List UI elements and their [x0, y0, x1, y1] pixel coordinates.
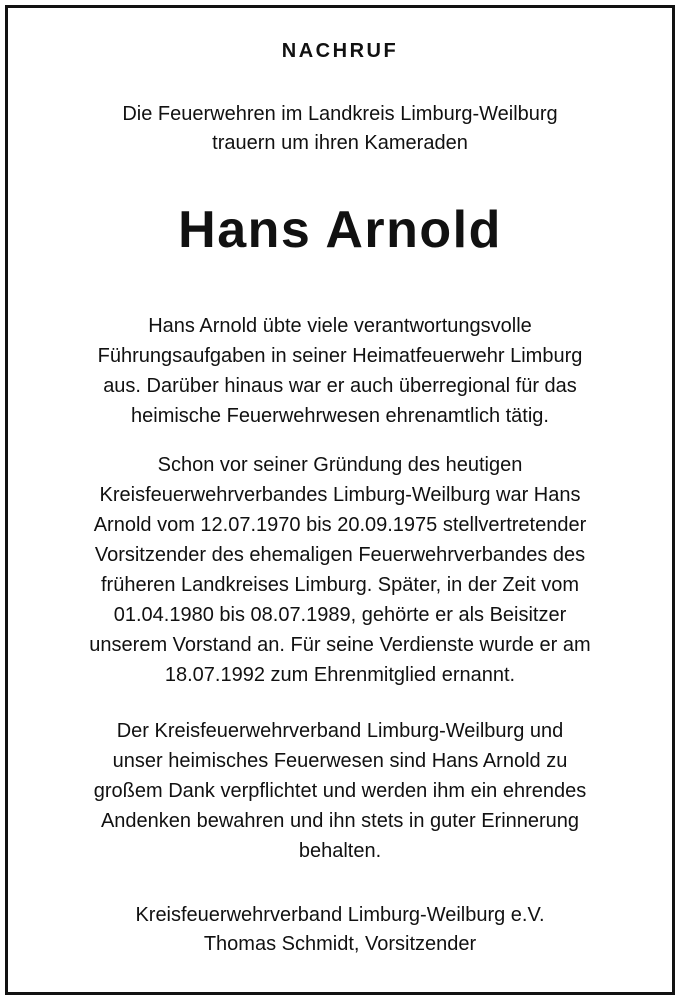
deceased-name: Hans Arnold [178, 201, 502, 259]
text-line: 18.07.1992 zum Ehrenmitglied ernannt. [164, 664, 516, 686]
signature-person: Thomas Schmidt, Vorsitzender [203, 933, 477, 955]
paragraph-biography [30, 450, 650, 690]
intro-line: Die Feuerwehren im Landkreis Limburg-Weilburg [122, 103, 558, 125]
text-line: Vorsitzender des ehemaligen Feuerwehrverbandes des [94, 544, 586, 566]
text-line: behalten. [298, 840, 382, 862]
text-line: unser heimisches Feuerwesen sind Hans Arnold zu [112, 750, 568, 772]
text-line: Kreisfeuerwehrverbandes Limburg-Weilburg war Hans [99, 484, 581, 506]
notice-heading: NACHRUF [281, 40, 399, 62]
text-line: Arnold vom 12.07.1970 bis 20.09.1975 stellvertretender [93, 514, 587, 536]
text-line: aus. Darüber hinaus war er auch überregional für das [103, 375, 577, 397]
text-line: unserem Vorstand an. Für seine Verdienste wurde er am [89, 634, 591, 656]
text-line: großem Dank verpflichtet und werden ihm ein ehrendes [93, 780, 587, 802]
signature-block [0, 901, 680, 959]
text-line: heimische Feuerwehrwesen ehrenamtlich tätig. [131, 405, 549, 427]
text-line: Schon vor seiner Gründung des heutigen [157, 454, 523, 476]
text-line: früheren Landkreises Limburg. Später, in der Zeit vom [100, 574, 580, 596]
signature-organization: Kreisfeuerwehrverband Limburg-Weilburg e.V. [135, 904, 545, 926]
paragraph-tribute [30, 311, 650, 431]
text-line: Führungsaufgaben in seiner Heimatfeuerwehr Limburg [97, 345, 583, 367]
text-line: 01.04.1980 bis 08.07.1989, gehörte er als Beisitzer [113, 604, 567, 626]
text-line: Der Kreisfeuerwehrverband Limburg-Weilburg und [116, 720, 564, 742]
intro-text [0, 100, 680, 158]
intro-line: trauern um ihren Kameraden [212, 132, 468, 154]
paragraph-gratitude [30, 716, 650, 866]
text-line: Hans Arnold übte viele verantwortungsvolle [148, 315, 532, 337]
text-line: Andenken bewahren und ihn stets in guter Erinnerung [100, 810, 580, 832]
